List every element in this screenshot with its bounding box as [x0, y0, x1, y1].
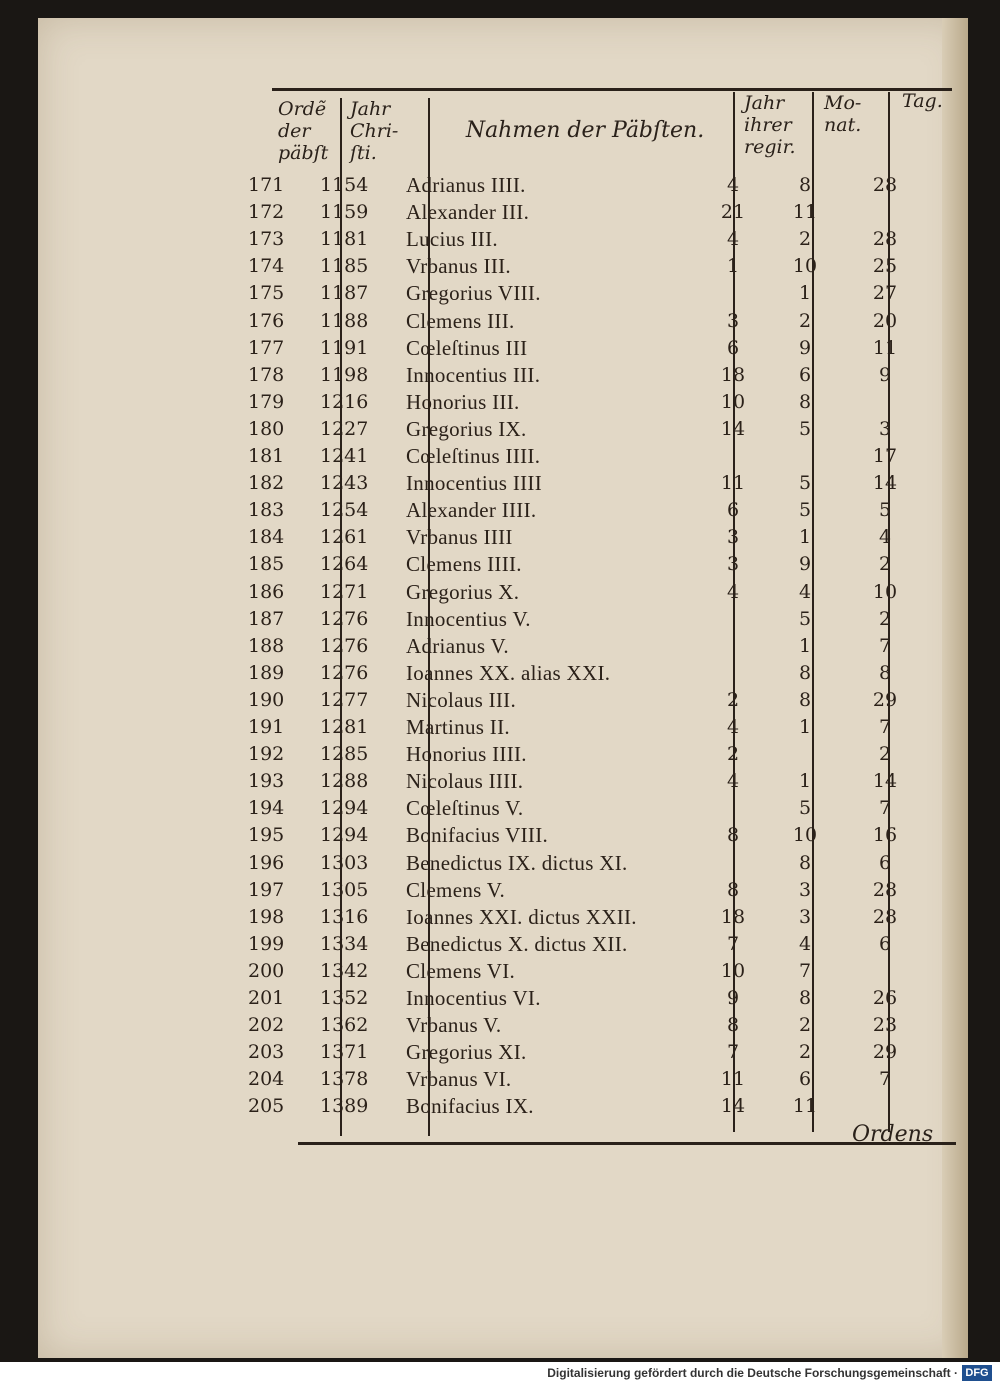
- months-cell: 8: [798, 390, 812, 413]
- reign-years-cell: 4: [726, 580, 740, 603]
- table-row: [0, 1039, 1000, 1066]
- table-row: [0, 877, 1000, 904]
- pope-name-cell: Vrbanus V.: [406, 1013, 502, 1038]
- reign-years-cell: 9: [726, 987, 740, 1009]
- year-cell: 1342: [320, 959, 369, 982]
- months-cell: 8: [798, 174, 812, 196]
- months-cell: 5: [798, 472, 812, 495]
- order-cell: 191: [248, 716, 285, 738]
- pope-name-cell: Cœleſtinus V.: [406, 796, 524, 821]
- months-cell: 8: [798, 661, 812, 684]
- pope-name-cell: Clemens III.: [406, 308, 515, 333]
- table-row: [0, 389, 1000, 416]
- table-row: [0, 172, 1000, 199]
- year-cell: 1254: [320, 499, 369, 522]
- days-cell: 8: [878, 661, 892, 684]
- pope-name-cell: Gregorius X.: [406, 579, 520, 604]
- dfg-logo: DFG: [962, 1365, 992, 1381]
- table-row: [0, 714, 1000, 741]
- reign-years-cell: 11: [720, 472, 746, 495]
- pope-name-cell: Bonifacius VIII.: [406, 823, 549, 848]
- days-cell: 27: [872, 282, 898, 305]
- days-cell: 26: [872, 987, 898, 1009]
- order-cell: 198: [248, 905, 285, 928]
- year-cell: 1371: [320, 1041, 369, 1064]
- days-cell: 28: [872, 174, 898, 196]
- reign-years-cell: 6: [726, 336, 740, 359]
- header-order: Ordẽ der päbſt: [278, 98, 329, 164]
- pope-name-cell: Nicolaus III.: [406, 687, 517, 712]
- reign-years-cell: 10: [720, 390, 746, 413]
- table-row: [0, 579, 1000, 606]
- pope-name-cell: Clemens V.: [406, 877, 506, 902]
- reign-years-cell: [708, 633, 758, 660]
- reign-years-cell: 4: [726, 716, 740, 738]
- table-row: [0, 660, 1000, 687]
- order-cell: 192: [248, 743, 285, 766]
- months-cell: 2: [798, 1041, 812, 1064]
- order-cell: 176: [248, 309, 285, 332]
- months-cell: 1: [798, 770, 812, 793]
- order-cell: 202: [248, 1014, 285, 1037]
- order-cell: 174: [248, 255, 285, 278]
- months-cell: 1: [798, 526, 812, 549]
- year-cell: 1216: [320, 390, 369, 413]
- days-cell: 14: [872, 472, 898, 495]
- table-row: [0, 253, 1000, 280]
- months-cell: 6: [798, 363, 812, 386]
- pope-name-cell: Bonifacius IX.: [406, 1094, 534, 1119]
- pope-name-cell: Clemens IIII.: [406, 552, 522, 577]
- pope-name-cell: Gregorius IX.: [406, 416, 527, 441]
- order-cell: 199: [248, 932, 285, 955]
- table-row: [0, 362, 1000, 389]
- order-cell: 185: [248, 553, 285, 576]
- year-cell: 1185: [320, 255, 369, 278]
- year-cell: 1159: [320, 201, 369, 224]
- table-row: [0, 795, 1000, 822]
- reign-years-cell: 3: [726, 526, 740, 549]
- header-name: Nahmen der Päbſten.: [465, 118, 705, 143]
- order-cell: 204: [248, 1068, 285, 1091]
- reign-years-cell: [708, 850, 758, 877]
- months-cell: 1: [798, 282, 812, 305]
- reign-years-cell: [708, 795, 758, 822]
- pope-name-cell: Gregorius VIII.: [406, 281, 541, 306]
- pope-name-cell: Vrbanus IIII: [406, 525, 513, 550]
- table-row: [0, 226, 1000, 253]
- table-row: [0, 470, 1000, 497]
- order-cell: 197: [248, 878, 285, 901]
- order-cell: 200: [248, 959, 285, 982]
- months-cell: 2: [798, 228, 812, 251]
- days-cell: 2: [878, 743, 892, 766]
- table-row: [0, 931, 1000, 958]
- table-row: [0, 280, 1000, 307]
- year-cell: 1316: [320, 905, 369, 928]
- year-cell: 1334: [320, 932, 369, 955]
- reign-years-cell: 7: [726, 932, 740, 955]
- pope-name-cell: Honorius III.: [406, 389, 520, 414]
- table-row: [0, 768, 1000, 795]
- order-cell: 203: [248, 1041, 285, 1064]
- table-row: [0, 850, 1000, 877]
- pope-name-cell: Lucius III.: [406, 227, 498, 252]
- reign-years-cell: 3: [726, 309, 740, 332]
- reign-years-cell: 4: [726, 228, 740, 251]
- pope-name-cell: Honorius IIII.: [406, 742, 527, 767]
- year-cell: 1362: [320, 1014, 369, 1037]
- table-row: [0, 335, 1000, 362]
- footer-bar: [0, 1362, 1000, 1386]
- days-cell: 6: [878, 932, 892, 955]
- footer-credit: Digitalisierung gefördert durch die Deutsche Forschungsgemeinschaft ·: [547, 1366, 958, 1380]
- pope-name-cell: Alexander IIII.: [406, 498, 537, 523]
- reign-years-cell: 11: [720, 1068, 746, 1091]
- order-cell: 188: [248, 634, 285, 657]
- days-cell: 25: [872, 255, 898, 278]
- year-cell: 1281: [320, 716, 369, 738]
- months-cell: 5: [798, 607, 812, 630]
- year-cell: 1261: [320, 526, 369, 549]
- days-cell: 29: [872, 688, 898, 711]
- order-cell: 172: [248, 201, 285, 224]
- table-row: [0, 822, 1000, 849]
- months-cell: 4: [798, 932, 812, 955]
- days-cell: 23: [872, 1014, 898, 1037]
- reign-years-cell: 2: [726, 743, 740, 766]
- months-cell: 1: [798, 634, 812, 657]
- year-cell: 1294: [320, 824, 369, 847]
- pope-name-cell: Ioannes XX. alias XXI.: [406, 660, 611, 685]
- order-cell: 201: [248, 987, 285, 1009]
- days-cell: 28: [872, 905, 898, 928]
- reign-years-cell: 4: [726, 174, 740, 196]
- pope-name-cell: Adrianus V.: [406, 633, 509, 658]
- reign-years-cell: 8: [726, 824, 740, 847]
- year-cell: 1305: [320, 878, 369, 901]
- months-cell: 8: [798, 987, 812, 1009]
- reign-years-cell: 14: [720, 417, 746, 440]
- reign-years-cell: [708, 280, 758, 307]
- months-cell: 7: [798, 959, 812, 982]
- year-cell: 1227: [320, 417, 369, 440]
- table-row: [0, 497, 1000, 524]
- reign-years-cell: 18: [720, 363, 746, 386]
- days-cell: 10: [872, 580, 898, 603]
- order-cell: 173: [248, 228, 285, 251]
- year-cell: 1285: [320, 743, 369, 766]
- days-cell: 5: [878, 499, 892, 522]
- year-cell: 1243: [320, 472, 369, 495]
- year-cell: 1294: [320, 797, 369, 820]
- months-cell: 9: [798, 336, 812, 359]
- table-row: [0, 443, 1000, 470]
- months-cell: 10: [792, 824, 818, 847]
- pope-name-cell: Adrianus IIII.: [406, 173, 526, 197]
- year-cell: 1198: [320, 363, 369, 386]
- months-cell: 1: [798, 716, 812, 738]
- year-cell: 1276: [320, 661, 369, 684]
- pope-name-cell: Alexander III.: [406, 200, 530, 225]
- year-cell: 1303: [320, 851, 369, 874]
- days-cell: [860, 199, 910, 226]
- months-cell: 10: [792, 255, 818, 278]
- months-cell: 2: [798, 1014, 812, 1037]
- order-cell: 196: [248, 851, 285, 874]
- table-row: [0, 308, 1000, 335]
- days-cell: 2: [878, 607, 892, 630]
- header-reign-years: Jahr ihrer regir.: [744, 92, 796, 158]
- reign-years-cell: 7: [726, 1041, 740, 1064]
- order-cell: 186: [248, 580, 285, 603]
- months-cell: 3: [798, 878, 812, 901]
- order-cell: 195: [248, 824, 285, 847]
- days-cell: 20: [872, 309, 898, 332]
- pope-name-cell: Cœleſtinus IIII.: [406, 444, 541, 468]
- order-cell: 178: [248, 363, 285, 386]
- table-row: [0, 606, 1000, 633]
- reign-years-cell: 1: [726, 255, 740, 278]
- reign-years-cell: 2: [726, 688, 740, 711]
- year-cell: 1181: [320, 228, 369, 251]
- order-cell: 205: [248, 1095, 285, 1118]
- reign-years-cell: 3: [726, 553, 740, 576]
- days-cell: 14: [872, 770, 898, 793]
- order-cell: 171: [248, 174, 285, 196]
- pope-name-cell: Ioannes XXI. dictus XXII.: [406, 904, 637, 929]
- months-cell: [780, 741, 830, 768]
- pope-name-cell: Benedictus X. dictus XII.: [406, 931, 628, 956]
- year-cell: 1191: [320, 336, 369, 359]
- reign-years-cell: 21: [720, 201, 746, 224]
- days-cell: 28: [872, 228, 898, 251]
- months-cell: 6: [798, 1068, 812, 1091]
- year-cell: 1352: [320, 987, 369, 1009]
- pope-name-cell: Martinus II.: [406, 715, 510, 739]
- header-days: Tag.: [902, 90, 943, 112]
- table-row: [0, 958, 1000, 985]
- pope-name-cell: Innocentius VI.: [406, 986, 541, 1010]
- days-cell: 29: [872, 1041, 898, 1064]
- days-cell: 11: [872, 336, 898, 359]
- table-row: [0, 741, 1000, 768]
- order-cell: 177: [248, 336, 285, 359]
- days-cell: 9: [878, 363, 892, 386]
- year-cell: 1187: [320, 282, 369, 305]
- year-cell: 1276: [320, 634, 369, 657]
- table-row: [0, 416, 1000, 443]
- reign-years-cell: [708, 606, 758, 633]
- year-cell: 1276: [320, 607, 369, 630]
- year-cell: 1241: [320, 445, 369, 467]
- days-cell: 7: [878, 1068, 892, 1091]
- order-cell: 181: [248, 445, 285, 467]
- days-cell: 2: [878, 553, 892, 576]
- months-cell: 9: [798, 553, 812, 576]
- order-cell: 189: [248, 661, 285, 684]
- pope-name-cell: Gregorius XI.: [406, 1040, 527, 1065]
- header-year: Jahr Chri-ſti.: [350, 98, 399, 164]
- days-cell: [860, 389, 910, 416]
- table-row: [0, 1093, 1000, 1120]
- months-cell: 3: [798, 905, 812, 928]
- header-months: Mo-nat.: [824, 92, 862, 136]
- days-cell: 3: [878, 417, 892, 440]
- days-cell: 7: [878, 634, 892, 657]
- table-row: [0, 687, 1000, 714]
- reign-years-cell: 4: [726, 770, 740, 793]
- order-cell: 193: [248, 770, 285, 793]
- year-cell: 1277: [320, 688, 369, 711]
- months-cell: 4: [798, 580, 812, 603]
- days-cell: [860, 958, 910, 985]
- months-cell: 5: [798, 417, 812, 440]
- pope-name-cell: Cœleſtinus III: [406, 335, 528, 360]
- table-row: [0, 199, 1000, 226]
- year-cell: 1389: [320, 1095, 369, 1118]
- order-cell: 183: [248, 499, 285, 522]
- order-cell: 190: [248, 688, 285, 711]
- pope-name-cell: Innocentius V.: [406, 606, 531, 631]
- year-cell: 1154: [320, 174, 369, 196]
- order-cell: 194: [248, 797, 285, 820]
- pope-name-cell: Innocentius IIII: [406, 471, 542, 496]
- days-cell: 7: [878, 797, 892, 820]
- months-cell: 8: [798, 688, 812, 711]
- reign-years-cell: [708, 443, 758, 470]
- days-cell: 7: [878, 716, 892, 738]
- months-cell: 5: [798, 499, 812, 522]
- pope-name-cell: Benedictus IX. dictus XI.: [406, 850, 628, 875]
- order-cell: 180: [248, 417, 285, 440]
- table-row: [0, 1066, 1000, 1093]
- table-row: [0, 1012, 1000, 1039]
- pope-name-cell: Nicolaus IIII.: [406, 769, 524, 794]
- reign-years-cell: 18: [720, 905, 746, 928]
- days-cell: 28: [872, 878, 898, 901]
- days-cell: 17: [872, 445, 898, 467]
- pope-name-cell: Innocentius III.: [406, 362, 541, 387]
- pope-name-cell: Clemens VI.: [406, 958, 516, 983]
- reign-years-cell: 8: [726, 1014, 740, 1037]
- table-row: [0, 524, 1000, 551]
- reign-years-cell: 14: [720, 1095, 746, 1118]
- year-cell: 1188: [320, 309, 369, 332]
- order-cell: 182: [248, 472, 285, 495]
- reign-years-cell: 6: [726, 499, 740, 522]
- year-cell: 1264: [320, 553, 369, 576]
- reign-years-cell: 8: [726, 878, 740, 901]
- days-cell: 6: [878, 851, 892, 874]
- pope-name-cell: Vrbanus VI.: [406, 1067, 512, 1092]
- months-cell: 2: [798, 309, 812, 332]
- year-cell: 1271: [320, 580, 369, 603]
- days-cell: [860, 1093, 910, 1120]
- days-cell: 16: [872, 824, 898, 847]
- days-cell: 4: [878, 526, 892, 549]
- pope-name-cell: Vrbanus III.: [406, 254, 511, 279]
- order-cell: 179: [248, 390, 285, 413]
- table-row: [0, 633, 1000, 660]
- table-row: [0, 985, 1000, 1012]
- months-cell: 5: [798, 797, 812, 820]
- table-row: [0, 904, 1000, 931]
- order-cell: 184: [248, 526, 285, 549]
- reign-years-cell: [708, 660, 758, 687]
- order-cell: 175: [248, 282, 285, 305]
- months-cell: 8: [798, 851, 812, 874]
- reign-years-cell: 10: [720, 959, 746, 982]
- months-cell: [780, 443, 830, 470]
- table-row: [0, 551, 1000, 578]
- months-cell: 11: [792, 201, 818, 224]
- year-cell: 1288: [320, 770, 369, 793]
- year-cell: 1378: [320, 1068, 369, 1091]
- months-cell: 11: [792, 1095, 818, 1118]
- catchword: Ordens: [852, 1122, 934, 1147]
- order-cell: 187: [248, 607, 285, 630]
